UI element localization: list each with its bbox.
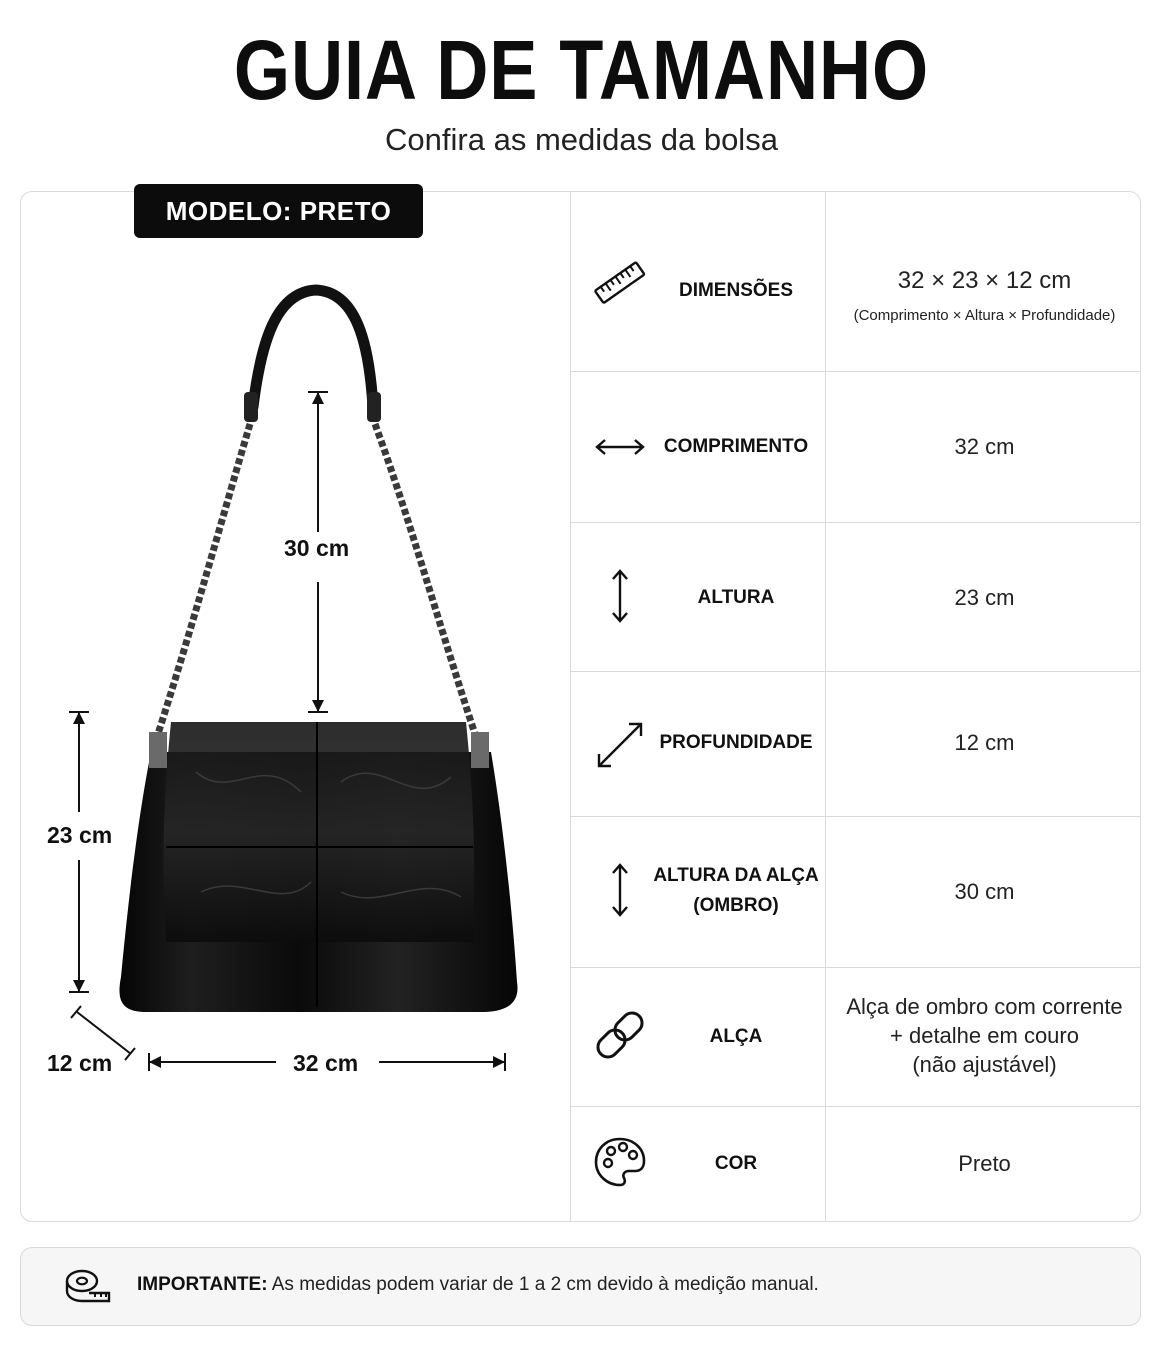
side-hardware-right bbox=[471, 732, 489, 768]
spec-label: DIMENSÕES bbox=[678, 280, 794, 301]
spec-value: 23 cm bbox=[954, 585, 1015, 610]
spec-row-dimensions bbox=[571, 192, 1141, 372]
notice-text bbox=[137, 1274, 819, 1296]
spec-row-height bbox=[571, 523, 1141, 672]
strap-height-label: 30 cm bbox=[280, 535, 353, 562]
spec-value bbox=[826, 992, 1141, 1079]
spec-label: ALTURA bbox=[697, 587, 775, 608]
height-label: 23 cm bbox=[43, 822, 116, 849]
bag-diagram-panel bbox=[21, 192, 570, 1222]
diagonal-arrow-icon bbox=[593, 718, 647, 772]
strap-clasp-right bbox=[367, 392, 381, 422]
width-label: 32 cm bbox=[289, 1050, 362, 1077]
spec-label bbox=[647, 861, 825, 921]
measuring-tape-icon bbox=[65, 1267, 111, 1307]
strap-desc-line1: Alça de ombro com corrente bbox=[846, 994, 1123, 1019]
leather-strap bbox=[253, 290, 373, 407]
spec-value: 32 cm bbox=[954, 434, 1015, 459]
spec-row-depth bbox=[571, 672, 1141, 817]
spec-row-color bbox=[571, 1107, 1141, 1222]
vertical-arrow-icon bbox=[593, 569, 647, 623]
spec-row-strap bbox=[571, 968, 1141, 1107]
strap-height-label-line2: (OMBRO) bbox=[693, 895, 779, 916]
notice-bold: IMPORTANTE: bbox=[137, 1274, 268, 1295]
strap-height-label-line1: ALTURA DA ALÇA bbox=[653, 865, 819, 886]
page-title: GUIA DE TAMANHO bbox=[233, 23, 930, 117]
spec-value: 12 cm bbox=[954, 730, 1015, 755]
bag-flap bbox=[164, 722, 475, 942]
side-hardware-left bbox=[149, 732, 167, 768]
chain-link-icon bbox=[593, 1008, 647, 1062]
depth-label: 12 cm bbox=[43, 1050, 116, 1077]
strap-desc-line2: + detalhe em couro bbox=[890, 1023, 1079, 1048]
chain-right bbox=[375, 424, 477, 740]
depth-line bbox=[77, 1012, 131, 1054]
spec-row-length bbox=[571, 372, 1141, 523]
spec-value: 30 cm bbox=[954, 879, 1015, 904]
spec-label: PROFUNDIDADE bbox=[659, 732, 813, 753]
strap-desc-line3: (não ajustável) bbox=[912, 1052, 1057, 1077]
vertical-arrow-icon bbox=[593, 863, 647, 917]
palette-icon bbox=[593, 1135, 647, 1189]
chain-left bbox=[156, 424, 250, 740]
page-subtitle: Confira as medidas da bolsa bbox=[385, 122, 778, 157]
model-badge: MODELO: PRETO bbox=[134, 184, 423, 238]
specs-table bbox=[570, 192, 1141, 1222]
spec-label: ALÇA bbox=[709, 1026, 763, 1047]
horizontal-arrow-icon bbox=[593, 420, 647, 474]
strap-clasp-left bbox=[244, 392, 258, 422]
spec-label: COR bbox=[714, 1153, 758, 1174]
spec-value: Preto bbox=[958, 1151, 1011, 1176]
spec-value bbox=[826, 266, 1141, 330]
dimensions-note: (Comprimento × Altura × Profundidade) bbox=[853, 307, 1116, 324]
size-guide-card bbox=[20, 191, 1141, 1222]
important-notice bbox=[20, 1247, 1141, 1326]
notice-body: As medidas podem variar de 1 a 2 cm devido à medição manual. bbox=[267, 1274, 819, 1295]
spec-label: COMPRIMENTO bbox=[663, 436, 809, 457]
spec-row-strap-height bbox=[571, 817, 1141, 968]
ruler-icon bbox=[593, 256, 647, 310]
dimensions-value: 32 × 23 × 12 cm bbox=[897, 267, 1072, 294]
